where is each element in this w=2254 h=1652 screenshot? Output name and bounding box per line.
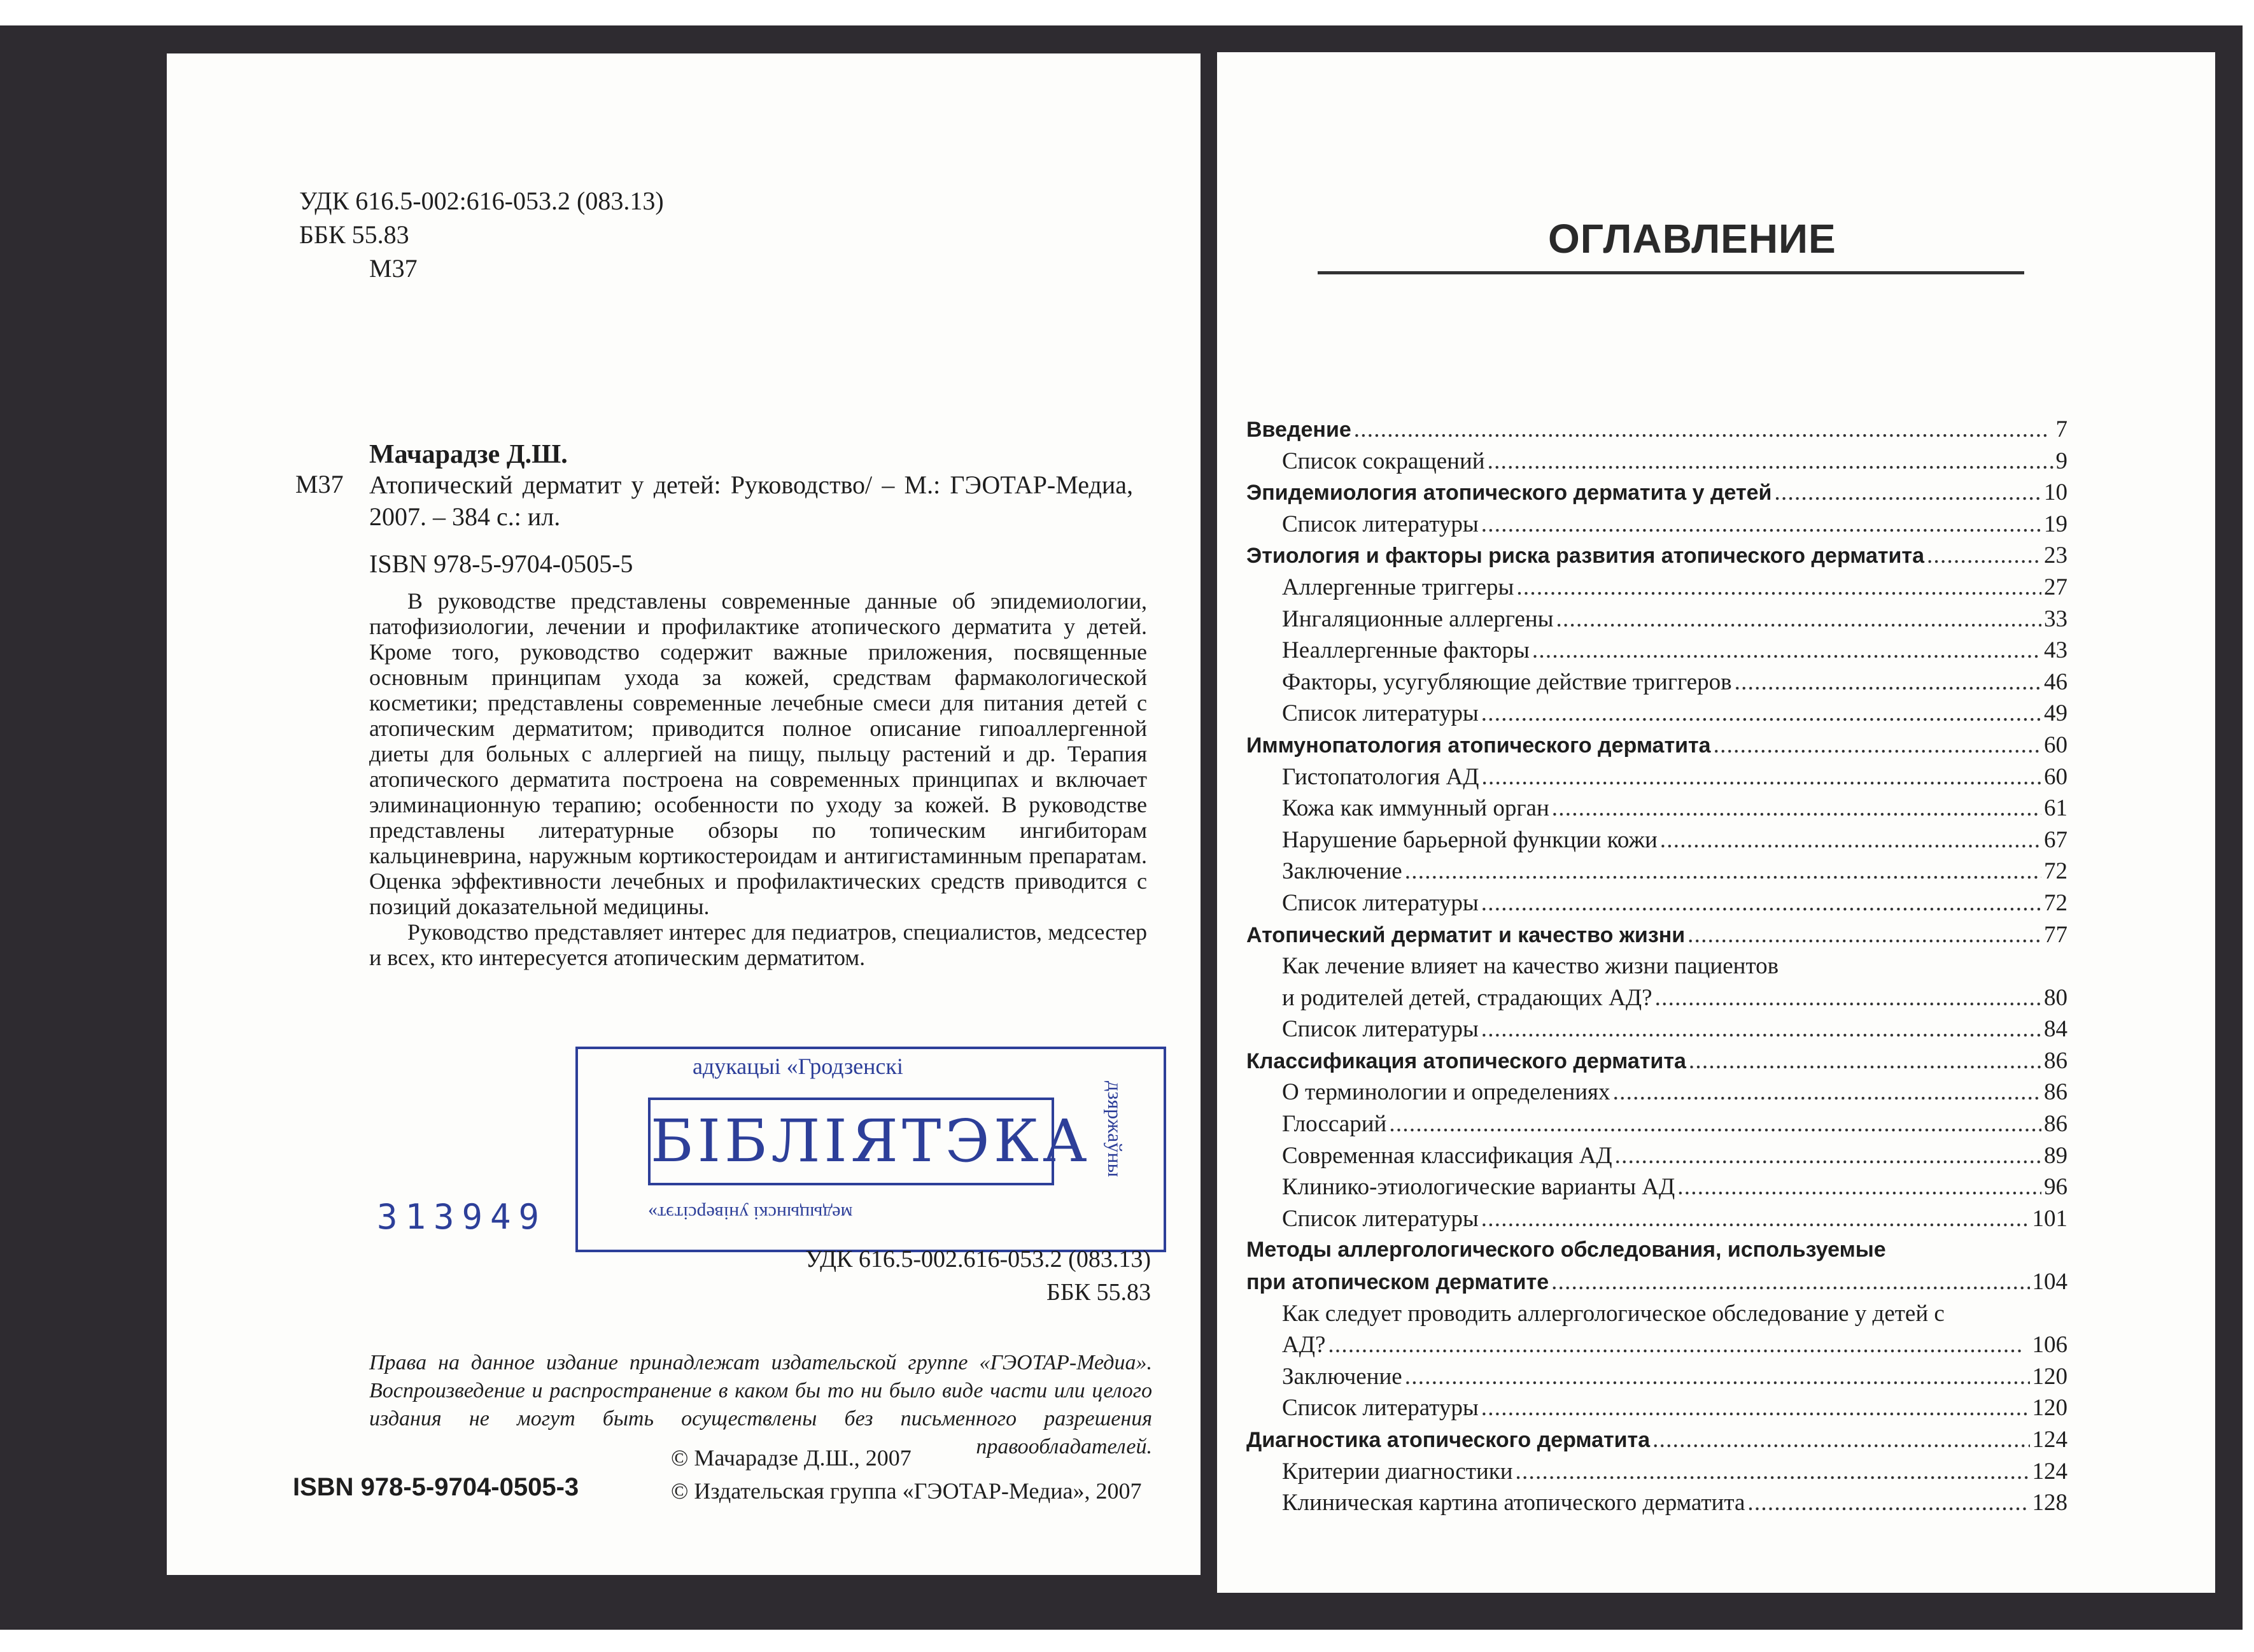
toc-leader-dots	[1516, 572, 2041, 604]
toc-leader-dots	[1532, 635, 2041, 667]
toc-entry	[1246, 1361, 2067, 1393]
toc-leader-dots	[1481, 887, 2041, 919]
stamp-top-text: адукацыі «Гродзенскі	[693, 1054, 903, 1079]
toc-entry	[1246, 950, 2067, 982]
toc-page-number: 120	[2032, 1363, 2067, 1390]
toc-leader-dots	[1481, 698, 2041, 730]
toc-entry	[1246, 698, 2067, 730]
toc-page-number: 27	[2044, 574, 2067, 600]
toc-entry	[1246, 1171, 2067, 1203]
toc-leader-dots	[1482, 761, 2041, 793]
abstract-paragraph: В руководстве представлены современные данные об эпидемиологии, патофизиологии, лечении и профилактике атопического дерматита у детей. Кроме того, руководство содержит важные приложения, посвященные основным принципам ухода за кожей, средствам фармакологической косметики; представлены современные лечебные смеси для питания детей с атопическим дерматитом; приводится полное описание гипоаллергенной диеты для больных с аллергией на пищу, пыльцу растений и др. Терапия атопического дерматита построена на современных принципах и включает элиминационную терапию; особенности по уходу за кожей. В руководстве представлены литературные обзоры по топическим ингибиторам кальциневрина, наружным кортикостероидам и антигистаминным препаратам. Оценка эффективности лечебных и профилактических средств приводится с позиций доказательной медицины.	[369, 588, 1147, 919]
toc-page-number: 86	[2044, 1047, 2067, 1074]
toc-entry	[1246, 1077, 2067, 1108]
toc-entry	[1246, 635, 2067, 667]
toc-entry-title: Список сокращений	[1282, 448, 1485, 474]
toc-leader-dots	[1556, 604, 2041, 635]
toc-page-number: 86	[2044, 1079, 2067, 1106]
toc-page-number: 106	[2032, 1332, 2067, 1359]
toc-entry	[1246, 856, 2067, 887]
toc-entry	[1246, 1045, 2067, 1077]
toc-entry	[1246, 919, 2067, 951]
toc-entry-title: АД?	[1282, 1332, 1326, 1359]
toc-page-number: 77	[2044, 921, 2067, 948]
toc-entry-title: Введение	[1246, 418, 1351, 442]
udk-code: УДК 616.5-002:616-053.2 (083.13)	[299, 187, 664, 215]
toc-leader-dots	[1927, 540, 2041, 572]
toc-entry	[1246, 604, 2067, 635]
toc-page-number: 124	[2032, 1458, 2067, 1485]
toc-page-number: 104	[2032, 1269, 2067, 1295]
toc-entry-title: Заключение	[1282, 858, 1402, 885]
toc-leader-dots	[1551, 1266, 2029, 1299]
toc-entry	[1246, 509, 2067, 540]
toc-entry-title: при атопическом дерматите	[1246, 1270, 1549, 1295]
toc-entry-title: Ингаляционные аллергены	[1282, 605, 1554, 632]
stamp-main-text: БІБЛІЯТЭКА	[648, 1098, 1054, 1185]
toc-entry-title: и родителей детей, страдающих АД?	[1282, 984, 1652, 1011]
toc-page-number: 7	[2055, 416, 2067, 442]
toc-entry	[1246, 1203, 2067, 1235]
toc-leader-dots	[1481, 1203, 2030, 1235]
toc-entry	[1246, 1013, 2067, 1045]
toc-page-number: 72	[2044, 858, 2067, 885]
scan-margin-bottom	[0, 1630, 2254, 1652]
toc-leader-dots	[1405, 1361, 2030, 1393]
toc-page-number: 84	[2044, 1016, 2067, 1043]
toc-entry-title: Аллергенные триггеры	[1282, 574, 1514, 600]
toc-entry	[1246, 477, 2067, 509]
toc-page-number: 96	[2044, 1174, 2067, 1201]
catalog-code: М37	[295, 470, 344, 498]
inventory-number: 313949	[377, 1197, 547, 1237]
library-stamp	[575, 1047, 1166, 1252]
toc-page-number: 89	[2044, 1142, 2067, 1169]
toc-entry	[1246, 824, 2067, 856]
copyright-block	[671, 1441, 1141, 1507]
toc-entry-title: Классификация атопического дерматита	[1246, 1048, 1686, 1073]
toc-entry	[1246, 1329, 2067, 1361]
toc-leader-dots	[1481, 1392, 2030, 1424]
toc-leader-dots	[1552, 793, 2041, 824]
toc-entry	[1246, 1266, 2067, 1298]
toc-entry-title: Методы аллергологического обследования, используемые	[1246, 1238, 1886, 1262]
toc-page-number: 101	[2032, 1205, 2067, 1232]
toc-entry-title: Глоссарий	[1282, 1111, 1387, 1138]
toc-page-number: 19	[2044, 511, 2067, 537]
toc-leader-dots	[1488, 446, 2053, 477]
table-of-contents	[1246, 414, 2067, 1519]
toc-entry	[1246, 540, 2067, 572]
scan-margin-right	[2243, 0, 2254, 1652]
toc-entry-title: Иммунопатология атопического дерматита	[1246, 733, 1711, 758]
toc-leader-dots	[1689, 1045, 2041, 1078]
copyright-author: © Мачарадзе Д.Ш., 2007	[671, 1445, 912, 1471]
toc-entry-title: Диагностика атопического дерматита	[1246, 1428, 1651, 1452]
toc-entry	[1246, 793, 2067, 824]
toc-entry-title: Список литературы	[1282, 889, 1479, 916]
toc-leader-dots	[1687, 919, 2041, 952]
toc-entry-title: Список литературы	[1282, 700, 1479, 727]
toc-leader-dots	[1660, 824, 2041, 856]
toc-entry-title: О терминологии и определениях	[1282, 1079, 1610, 1106]
toc-leader-dots	[1735, 667, 2041, 698]
toc-entry-title: Гистопатология АД	[1282, 763, 1479, 790]
toc-leader-dots	[1405, 856, 2041, 887]
toc-leader-dots	[1613, 1077, 2041, 1108]
toc-entry	[1246, 667, 2067, 698]
toc-page-number: 61	[2044, 795, 2067, 822]
toc-page-number: 10	[2044, 479, 2067, 506]
toc-entry	[1246, 982, 2067, 1014]
toc-entry-title: Список литературы	[1282, 511, 1479, 537]
stamp-side-text: дзяржаўны	[1104, 1081, 1127, 1177]
toc-page-number: 23	[2044, 542, 2067, 569]
toc-leader-dots	[1481, 1013, 2041, 1045]
toc-entry	[1246, 1108, 2067, 1140]
toc-page-number: 124	[2032, 1427, 2067, 1453]
author-sign: М37	[369, 254, 418, 283]
stamp-bottom-text: медыцынскі універсітэт»	[648, 1203, 853, 1224]
toc-entry-title: Эпидемиология атопического дерматита у детей	[1246, 481, 1772, 505]
toc-page-number: 60	[2044, 731, 2067, 758]
author-name: Мачарадзе Д.Ш.	[369, 440, 568, 469]
toc-leader-dots	[1615, 1140, 2041, 1172]
toc-page-number: 128	[2032, 1490, 2067, 1516]
toc-entry-title: Критерии диагностики	[1282, 1458, 1513, 1485]
abstract	[369, 588, 1147, 970]
toc-title: ОГЛАВЛЕНИЕ	[1548, 216, 1836, 262]
toc-entry-title: Этиология и факторы риска развития атопического дерматита	[1246, 544, 1924, 568]
toc-entry-title: Список литературы	[1282, 1395, 1479, 1422]
toc-entry	[1246, 446, 2067, 477]
toc-page-number: 72	[2044, 889, 2067, 916]
scan-margin-top	[0, 0, 2254, 25]
toc-entry-title: Клинико-этиологические варианты АД	[1282, 1174, 1675, 1201]
toc-entry-title: Как лечение влияет на качество жизни пациентов	[1282, 953, 1779, 980]
toc-page-number: 9	[2055, 448, 2067, 474]
toc-entry-title: Неаллергенные факторы	[1282, 637, 1530, 664]
toc-leader-dots	[1389, 1108, 2041, 1140]
toc-page-number: 60	[2044, 763, 2067, 790]
toc-entry	[1246, 1487, 2067, 1519]
toc-entry-title: Клиническая картина атопического дерматита	[1282, 1490, 1745, 1516]
toc-entry-title: Факторы, усугубляющие действие триггеров	[1282, 668, 1732, 695]
toc-leader-dots	[1677, 1171, 2041, 1203]
isbn: ISBN 978-5-9704-0505-5	[369, 549, 633, 578]
toc-entry-title: Атопический дерматит и качество жизни	[1246, 922, 1686, 947]
udk-repeat: УДК 616.5-002.616-053.2 (083.13)	[805, 1246, 1151, 1273]
bbk-code: ББК 55.83	[299, 220, 409, 249]
rights-notice: Права на данное издание принадлежат издательской группе «ГЭОТАР-Медиа». Воспроизведение и распространение в каком бы то ни было виде части или целого издания не могут быть осуществлены без письменного разрешения правообладателей.	[369, 1351, 1152, 1458]
toc-leader-dots	[1714, 730, 2041, 762]
toc-leader-dots	[1354, 414, 2053, 446]
toc-leader-dots	[1328, 1329, 2029, 1361]
toc-page-number: 43	[2044, 637, 2067, 664]
bibliographic-description: Атопический дерматит у детей: Руководство/ – М.: ГЭОТАР-Медиа, 2007. – 384 с.: ил.	[369, 470, 1133, 531]
toc-leader-dots	[1481, 509, 2041, 540]
left-page	[167, 53, 1201, 1575]
toc-leader-dots	[1655, 982, 2041, 1014]
toc-entry-title: Список литературы	[1282, 1016, 1479, 1043]
toc-leader-dots	[1652, 1424, 2029, 1457]
toc-entry	[1246, 1392, 2067, 1424]
toc-page-number: 80	[2044, 984, 2067, 1011]
classification-block	[299, 184, 664, 285]
toc-page-number: 120	[2032, 1395, 2067, 1422]
classification-repeat	[805, 1243, 1151, 1309]
toc-entry-title: Кожа как иммунный орган	[1282, 795, 1549, 822]
toc-entry-title: Нарушение барьерной функции кожи	[1282, 826, 1658, 853]
toc-entry	[1246, 887, 2067, 919]
toc-entry	[1246, 1298, 2067, 1330]
isbn-bottom: ISBN 978-5-9704-0505-3	[293, 1473, 579, 1501]
toc-entry	[1246, 414, 2067, 446]
toc-entry-title: Заключение	[1282, 1363, 1402, 1390]
toc-entry	[1246, 1456, 2067, 1488]
toc-leader-dots	[1747, 1487, 2029, 1519]
toc-entry-title: Современная классификация АД	[1282, 1142, 1612, 1169]
toc-page-number: 86	[2044, 1111, 2067, 1138]
toc-page-number: 46	[2044, 668, 2067, 695]
toc-entry	[1246, 761, 2067, 793]
copyright-publisher: © Издательская группа «ГЭОТАР-Медиа», 2007	[671, 1478, 1142, 1504]
toc-page-number: 67	[2044, 826, 2067, 853]
bbk-repeat: ББК 55.83	[1046, 1279, 1151, 1306]
toc-entry	[1246, 730, 2067, 761]
title-rule	[1318, 271, 2024, 274]
toc-entry	[1246, 572, 2067, 604]
right-page	[1217, 52, 2215, 1593]
toc-leader-dots	[1516, 1456, 2030, 1488]
toc-page-number: 33	[2044, 605, 2067, 632]
toc-leader-dots	[1774, 477, 2041, 509]
toc-entry-title: Список литературы	[1282, 1205, 1479, 1232]
abstract-paragraph: Руководство представляет интерес для педиатров, специалистов, медсестер и всех, кто интересуется атопическим дерматитом.	[369, 919, 1147, 970]
toc-entry	[1246, 1424, 2067, 1456]
toc-entry	[1246, 1140, 2067, 1172]
toc-page-number: 49	[2044, 700, 2067, 727]
toc-entry	[1246, 1234, 2067, 1266]
toc-entry-title: Как следует проводить аллергологическое обследование у детей с	[1282, 1300, 1945, 1327]
